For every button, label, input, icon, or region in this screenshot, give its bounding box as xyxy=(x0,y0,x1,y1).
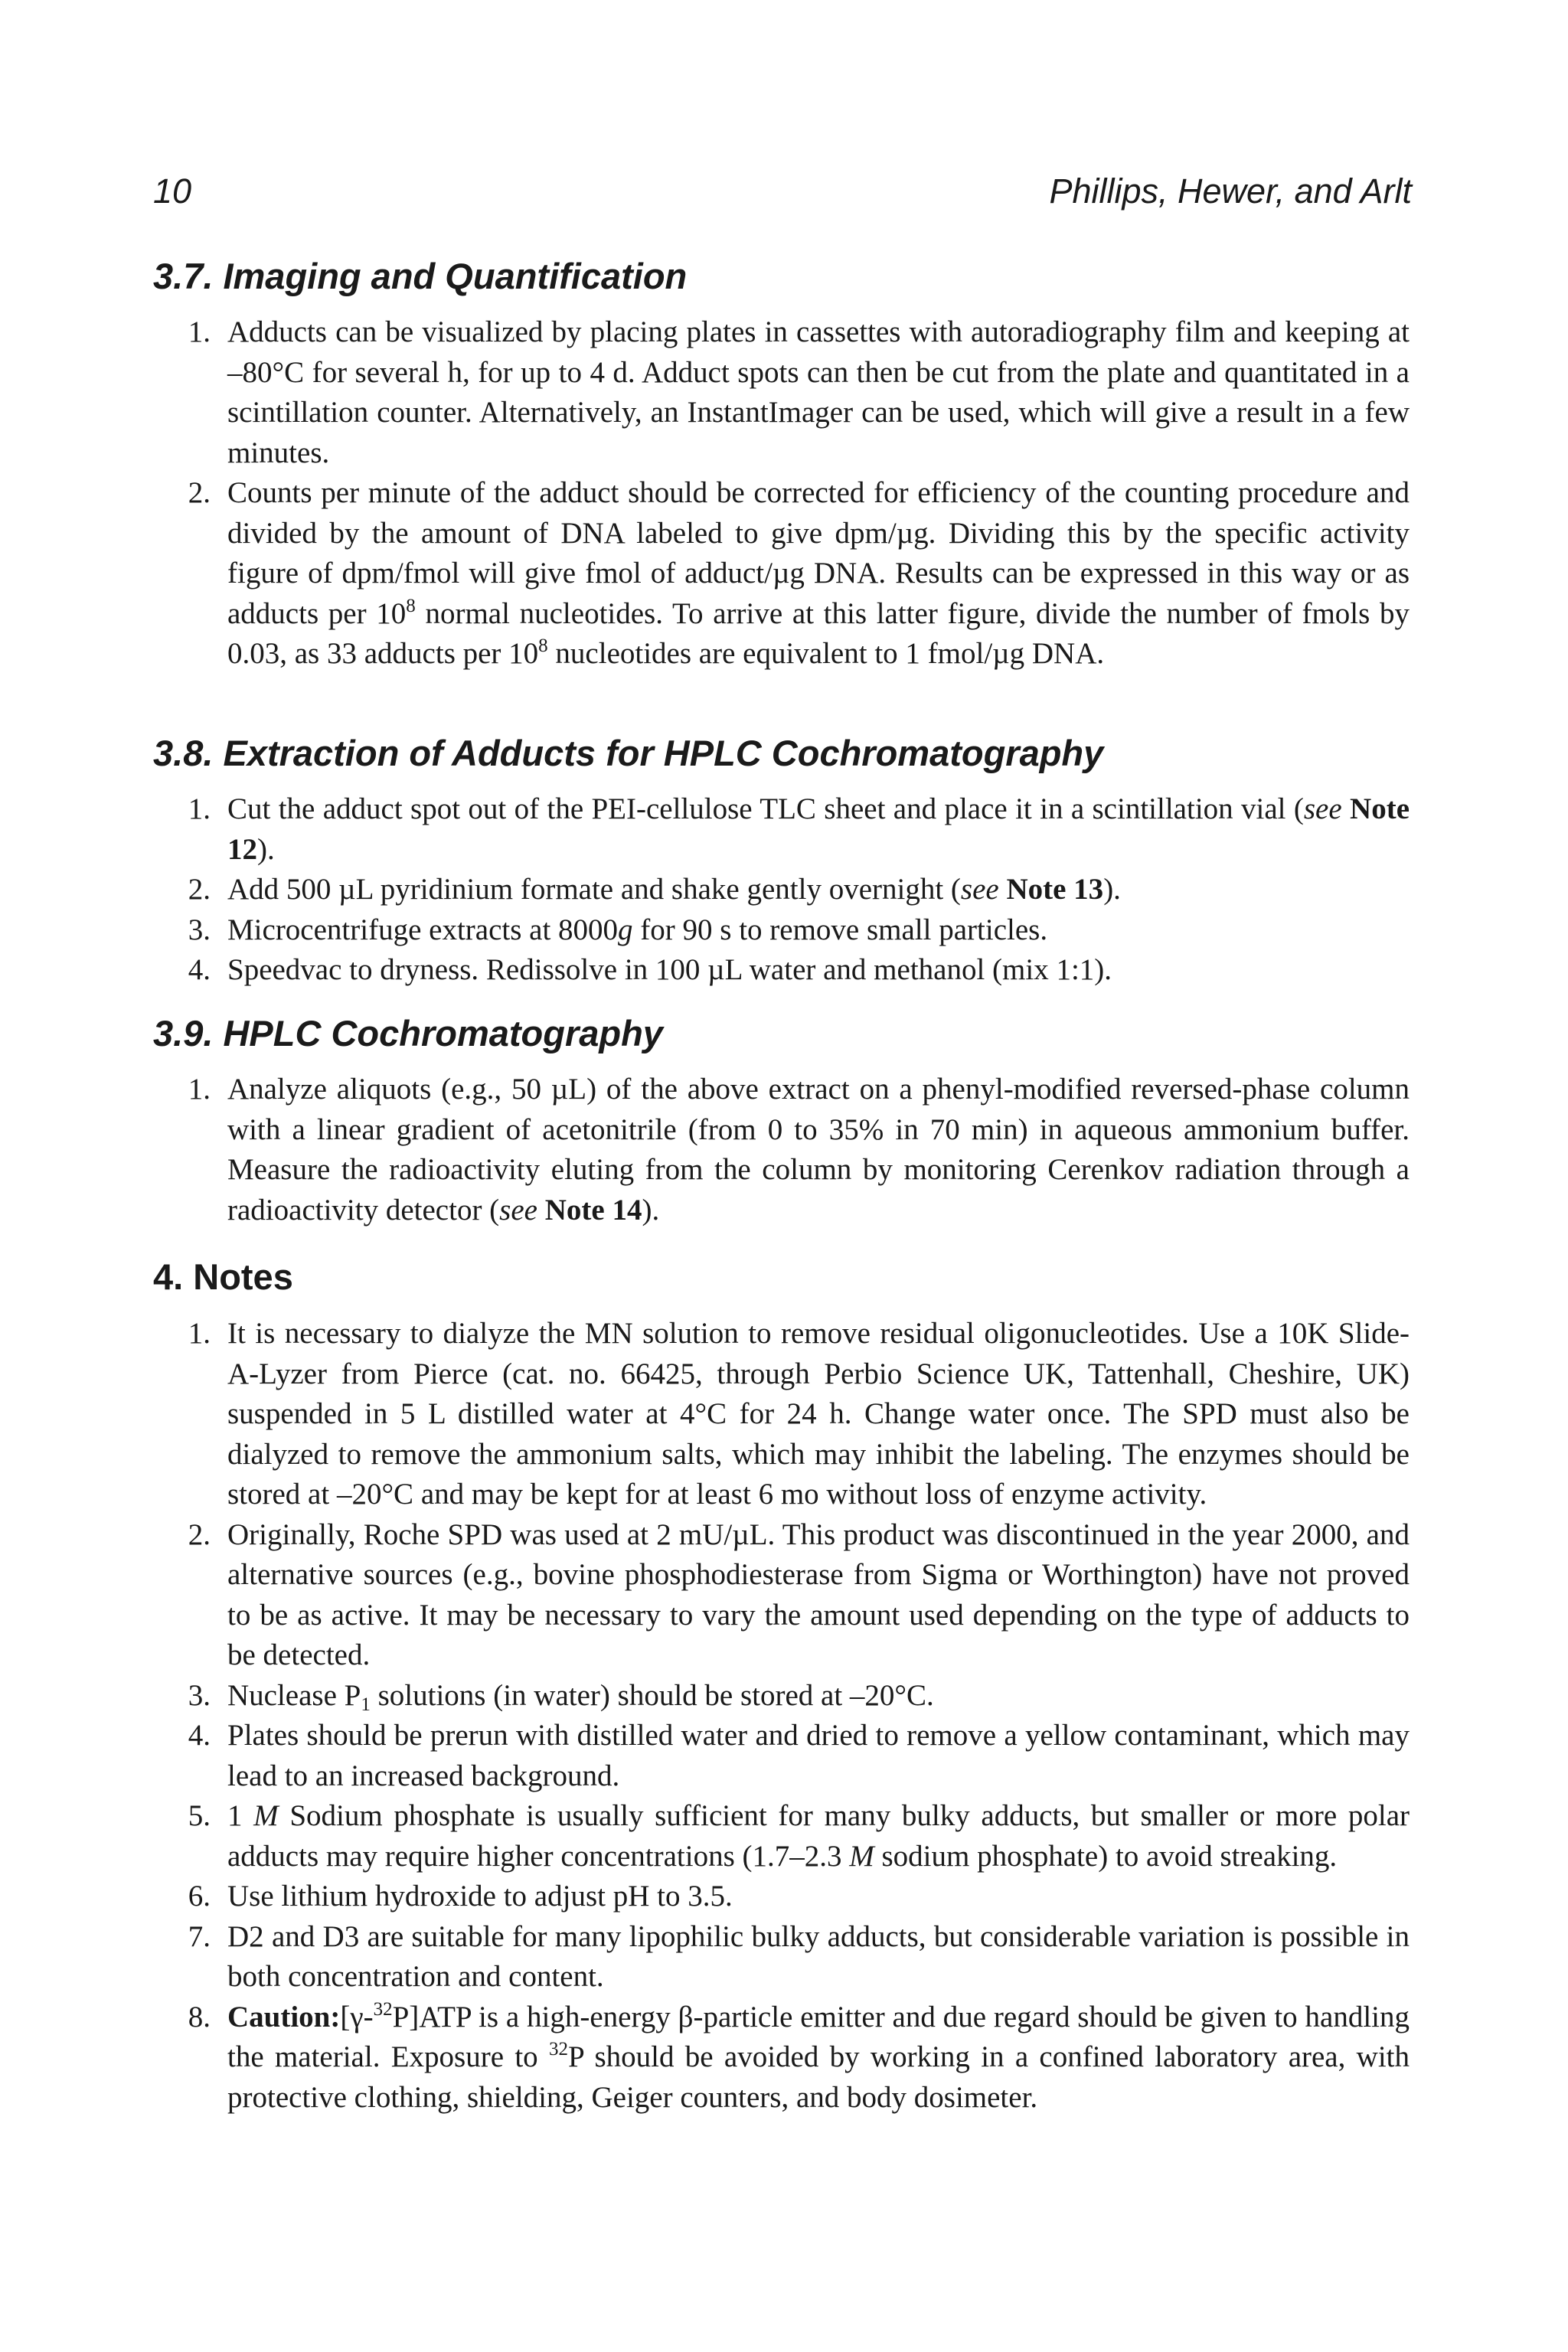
note-item xyxy=(188,1998,1410,2118)
item-text: Counts per minute of the adduct should be corrected for efficiency of the counting procedure and divided by the amount of DNA labeled to give dpm/µg. Dividing this by the specific activity figure of dpm/fmol will give fmol of adduct/µg DNA. Results can be expressed in this way or as adducts per 10 xyxy=(227,476,1410,630)
item-number: 2. xyxy=(188,476,211,509)
running-header-authors: Phillips, Hewer, and Arlt xyxy=(1049,172,1412,211)
item-number: 4. xyxy=(188,1719,211,1752)
item-text: ). xyxy=(1103,873,1121,906)
list-item xyxy=(188,789,1410,870)
list-item xyxy=(188,1070,1410,1230)
item-number: 4. xyxy=(188,953,211,986)
item-text: Add 500 µL pyridinium formate and shake gently overnight ( xyxy=(227,873,961,906)
item-text: Analyze aliquots (e.g., 50 µL) of the above extract on a phenyl-modified reversed-phase column with a linear gradient of acetonitrile (from 0 to 35% in 70 min) in aqueous ammonium buffer. Measure the radioactivity eluting from the column by monitoring Cerenkov radiation through a radioactivity detector ( xyxy=(227,1073,1410,1227)
see-italic: see xyxy=(1303,792,1342,825)
note-item xyxy=(188,1716,1410,1796)
item-number: 6. xyxy=(188,1880,211,1913)
superscript: 8 xyxy=(538,635,548,656)
item-number: 7. xyxy=(188,1919,211,1953)
section-heading-3-7: 3.7. Imaging and Quantification xyxy=(153,256,688,296)
superscript: 32 xyxy=(548,2039,568,2060)
item-text: Cut the adduct spot out of the PEI-cellulose TLC sheet and place it in a scintillation vial ( xyxy=(227,792,1304,825)
note-reference: Note 12 xyxy=(227,792,1410,866)
section-heading-notes: 4. Notes xyxy=(153,1256,293,1297)
note-item xyxy=(188,1515,1410,1676)
item-text: ). xyxy=(257,832,275,866)
item-text: P]ATP is a high-energy β-particle emitter and due regard should be given to handling the material. Exposure to xyxy=(227,2000,1410,2073)
item-text: Nuclease P xyxy=(227,1678,361,1712)
item-text: Originally, Roche SPD was used at 2 mU/µL. This product was discontinued in the year 2000, and alternative sources (e.g., bovine phosphodiesterase from Sigma or Worthington) have not proved to be as active. It may be necessary to vary the amount used depending on the type of adducts to be detected. xyxy=(227,1517,1410,1671)
section-3-9-list xyxy=(0,1070,1568,1230)
molar-unit: M xyxy=(253,1799,279,1832)
section-3-8-list xyxy=(0,789,1568,991)
note-item xyxy=(188,1676,1410,1717)
item-text: Microcentrifuge extracts at 8000 xyxy=(227,913,619,946)
section-3-7-list xyxy=(0,312,1568,675)
item-number: 5. xyxy=(188,1799,211,1832)
subscript: 1 xyxy=(361,1694,371,1715)
page-number: 10 xyxy=(153,172,192,211)
list-item xyxy=(188,870,1410,910)
item-text: ). xyxy=(642,1193,660,1227)
item-number: 1. xyxy=(188,1073,211,1106)
item-text: Use lithium hydroxide to adjust pH to 3.5. xyxy=(227,1880,733,1913)
item-number: 2. xyxy=(188,1517,211,1551)
item-text: Plates should be prerun with distilled water and dried to remove a yellow contaminant, which may lead to an increased background. xyxy=(227,1719,1410,1792)
item-text: Sodium phosphate is usually sufficient for many bulky adducts, but smaller or more polar adducts may require higher concentrations (1.7–2.3 xyxy=(227,1799,1410,1873)
item-text: [γ- xyxy=(340,2000,374,2034)
section-heading-3-8: 3.8. Extraction of Adducts for HPLC Cochromatography xyxy=(153,733,1104,773)
caution-label: Caution: xyxy=(227,2000,341,2034)
superscript: 8 xyxy=(406,595,416,616)
note-reference: Note 13 xyxy=(1006,873,1104,906)
note-reference: Note 14 xyxy=(544,1193,642,1227)
note-item xyxy=(188,1796,1410,1877)
item-text: It is necessary to dialyze the MN solution to remove residual oligonucleotides. Use a 10K Slide-A-Lyzer from Pierce (cat. no. 66425, through Perbio Science UK, Tattenhall, Cheshire, UK) suspended in 5 L distilled water at 4°C for 24 h. Change water once. The SPD must also be dialyzed to remove the ammonium salts, which may inhibit the labeling. The enzymes should be stored at –20°C and may be kept for at least 6 mo without loss of enzyme activity. xyxy=(227,1317,1410,1511)
item-number: 3. xyxy=(188,913,211,946)
item-text: nucleotides are equivalent to 1 fmol/µg DNA. xyxy=(547,637,1105,670)
gravity-unit: g xyxy=(618,913,633,946)
item-text: for 90 s to remove small particles. xyxy=(632,913,1048,946)
item-text: normal nucleotides. To arrive at this latter figure, divide the number of fmols by 0.03, as 33 adducts per 10 xyxy=(227,596,1410,670)
note-item xyxy=(188,1877,1410,1917)
item-text: Speedvac to dryness. Redissolve in 100 µL water and methanol (mix 1:1). xyxy=(227,953,1112,986)
molar-unit: M xyxy=(849,1839,874,1873)
see-italic: see xyxy=(499,1193,537,1227)
list-item xyxy=(188,950,1410,991)
list-item xyxy=(188,910,1410,951)
item-number: 3. xyxy=(188,1678,211,1712)
item-text: D2 and D3 are suitable for many lipophilic bulky adducts, but considerable variation is possible in both concentration and content. xyxy=(227,1919,1410,1993)
item-number: 1. xyxy=(188,792,211,825)
see-italic: see xyxy=(960,873,999,906)
item-text: sodium phosphate) to avoid streaking. xyxy=(874,1839,1338,1873)
item-number: 2. xyxy=(188,873,211,906)
note-item xyxy=(188,1314,1410,1515)
note-item xyxy=(188,1917,1410,1998)
item-number: 1. xyxy=(188,315,211,348)
notes-list xyxy=(0,1314,1568,2118)
item-text: Adducts can be visualized by placing plates in cassettes with autoradiography film and keeping at –80°C for several h, for up to 4 d. Adduct spots can then be cut from the plate and quantitated in a scintillation counter. Alternatively, an InstantImager can be used, which will give a result in a few minutes. xyxy=(227,315,1410,469)
list-item xyxy=(188,473,1410,675)
item-text: solutions (in water) should be stored at –20°C. xyxy=(370,1678,934,1712)
item-number: 8. xyxy=(188,2000,211,2034)
superscript: 32 xyxy=(373,1998,393,2020)
list-item xyxy=(188,312,1410,473)
item-number: 1. xyxy=(188,1317,211,1350)
item-text: 1 xyxy=(227,1799,254,1832)
section-heading-3-9: 3.9. HPLC Cochromatography xyxy=(153,1013,663,1054)
item-text: P should be avoided by working in a confined laboratory area, with protective clothing, shielding, Geiger counters, and body dosimeter. xyxy=(227,2040,1410,2114)
